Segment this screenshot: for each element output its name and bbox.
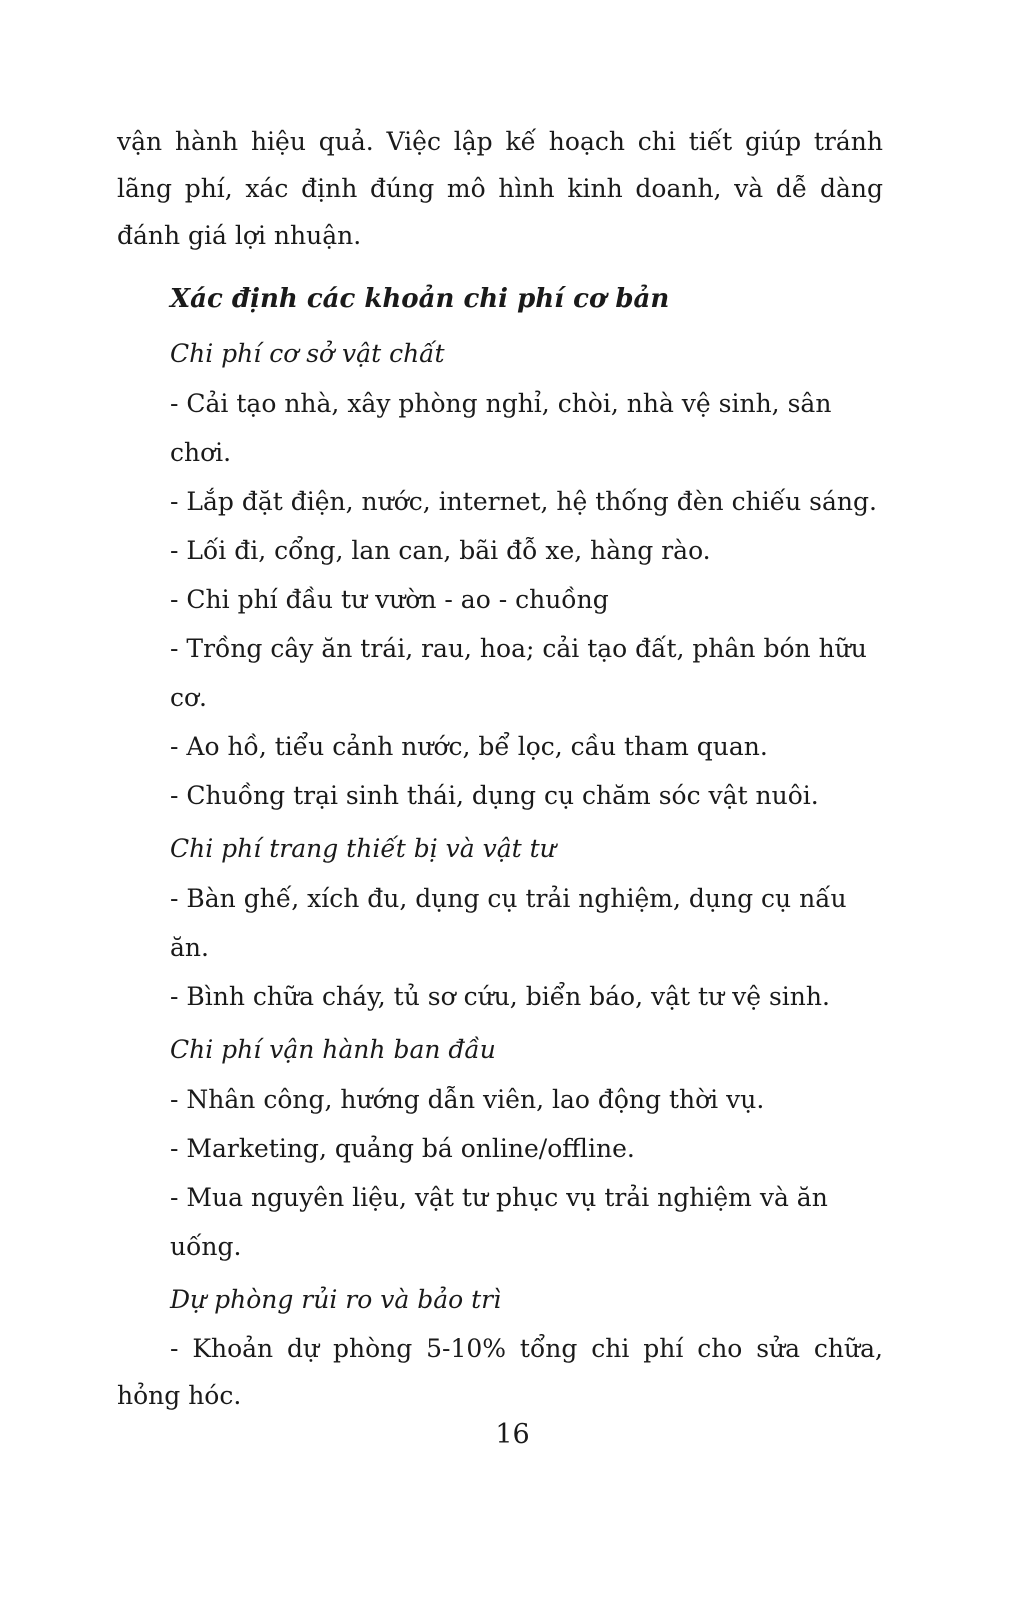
list-item: - Mua nguyên liệu, vật tư phục vụ trải nghiệm và ăn uống. <box>170 1183 828 1261</box>
list-item: - Bàn ghế, xích đu, dụng cụ trải nghiệm, dụng cụ nấu ăn. <box>170 884 847 962</box>
list-item: - Lắp đặt điện, nước, internet, hệ thống đèn chiếu sáng. <box>170 487 877 516</box>
subheading-equipment: Chi phí trang thiết bị và vật tư <box>170 834 556 863</box>
contingency-paragraph: - Khoản dự phòng 5-10% tổng chi phí cho sửa chữa, hỏng hóc. <box>117 1334 883 1410</box>
page-content <box>117 118 883 1419</box>
list-item: - Chuồng trại sinh thái, dụng cụ chăm sóc vật nuôi. <box>170 781 819 810</box>
list-item: - Chi phí đầu tư vườn - ao - chuồng <box>170 585 609 614</box>
section-heading: Xác định các khoản chi phí cơ bản <box>170 284 670 314</box>
subheading-operations: Chi phí vận hành ban đầu <box>170 1035 496 1064</box>
list-item: - Bình chữa cháy, tủ sơ cứu, biển báo, vật tư vệ sinh. <box>170 982 830 1011</box>
list-item: - Lối đi, cổng, lan can, bãi đỗ xe, hàng rào. <box>170 536 711 565</box>
intro-paragraph: vận hành hiệu quả. Việc lập kế hoạch chi tiết giúp tránh lãng phí, xác định đúng mô hình kinh doanh, và dễ dàng đánh giá lợi nhuận. <box>117 127 883 250</box>
list-item: - Nhân công, hướng dẫn viên, lao động thời vụ. <box>170 1085 765 1114</box>
list-item: - Trồng cây ăn trái, rau, hoa; cải tạo đất, phân bón hữu cơ. <box>170 634 867 712</box>
list-item: - Marketing, quảng bá online/offline. <box>170 1134 635 1163</box>
page-number: 16 <box>495 1419 530 1450</box>
list-item: - Ao hồ, tiểu cảnh nước, bể lọc, cầu tham quan. <box>170 732 768 761</box>
list-item: - Cải tạo nhà, xây phòng nghỉ, chòi, nhà vệ sinh, sân chơi. <box>170 389 832 467</box>
subheading-contingency: Dự phòng rủi ro và bảo trì <box>170 1285 502 1314</box>
subheading-facilities: Chi phí cơ sở vật chất <box>170 339 445 368</box>
